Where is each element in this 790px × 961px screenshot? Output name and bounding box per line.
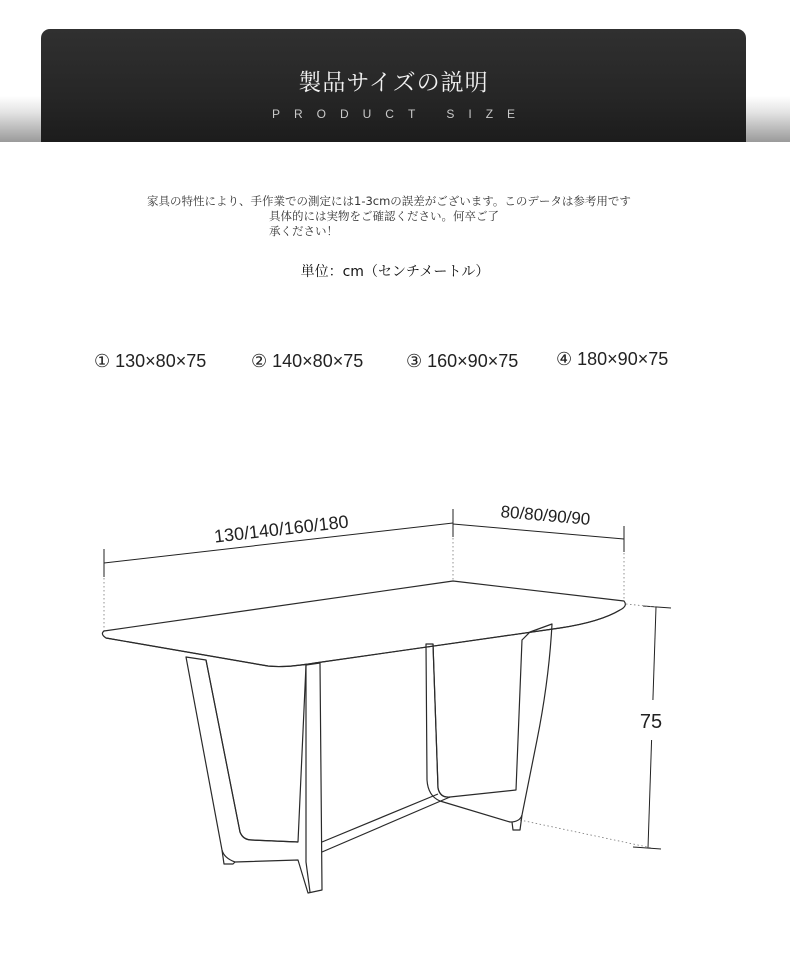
- unit-label: 単位：cm（センチメートル）: [300, 264, 490, 280]
- height-label: 75: [639, 711, 663, 733]
- note-line-1: 家具の特性により、手作業での測定には1-3cmの誤差がございます。このデータは参考用です: [147, 194, 631, 208]
- width-dimension-line: [453, 524, 624, 539]
- note-line-3: 承ください！: [269, 224, 338, 238]
- size-option-2: ② 140×80×75: [251, 351, 364, 371]
- size-option-1: ① 130×80×75: [94, 351, 207, 371]
- size-option-3: ③ 160×90×75: [406, 351, 519, 371]
- page-title: 製品サイズの説明: [298, 70, 489, 96]
- width-label: 80/80/90/90: [499, 502, 592, 529]
- leg-front-left-inner: [206, 660, 298, 842]
- foot-front-left: [222, 850, 235, 864]
- leg-crossbar: [322, 794, 450, 852]
- tabletop-surface: [102, 581, 625, 667]
- size-option-4: ④ 180×90×75: [556, 349, 669, 369]
- length-label: 130/140/160/180: [213, 511, 350, 547]
- leg-front-left: [186, 657, 322, 893]
- leg-back-right: [426, 624, 552, 822]
- note-line-2: 具体的には実物をご確認ください。何卒ご了: [269, 209, 499, 223]
- leg-front-left-post: [306, 665, 310, 892]
- leg-back-right-inner: [433, 644, 450, 797]
- page-subtitle: PRODUCT SIZE: [271, 107, 530, 121]
- height-tick-bottom: [633, 847, 661, 849]
- extension-line-bottom: [520, 820, 652, 848]
